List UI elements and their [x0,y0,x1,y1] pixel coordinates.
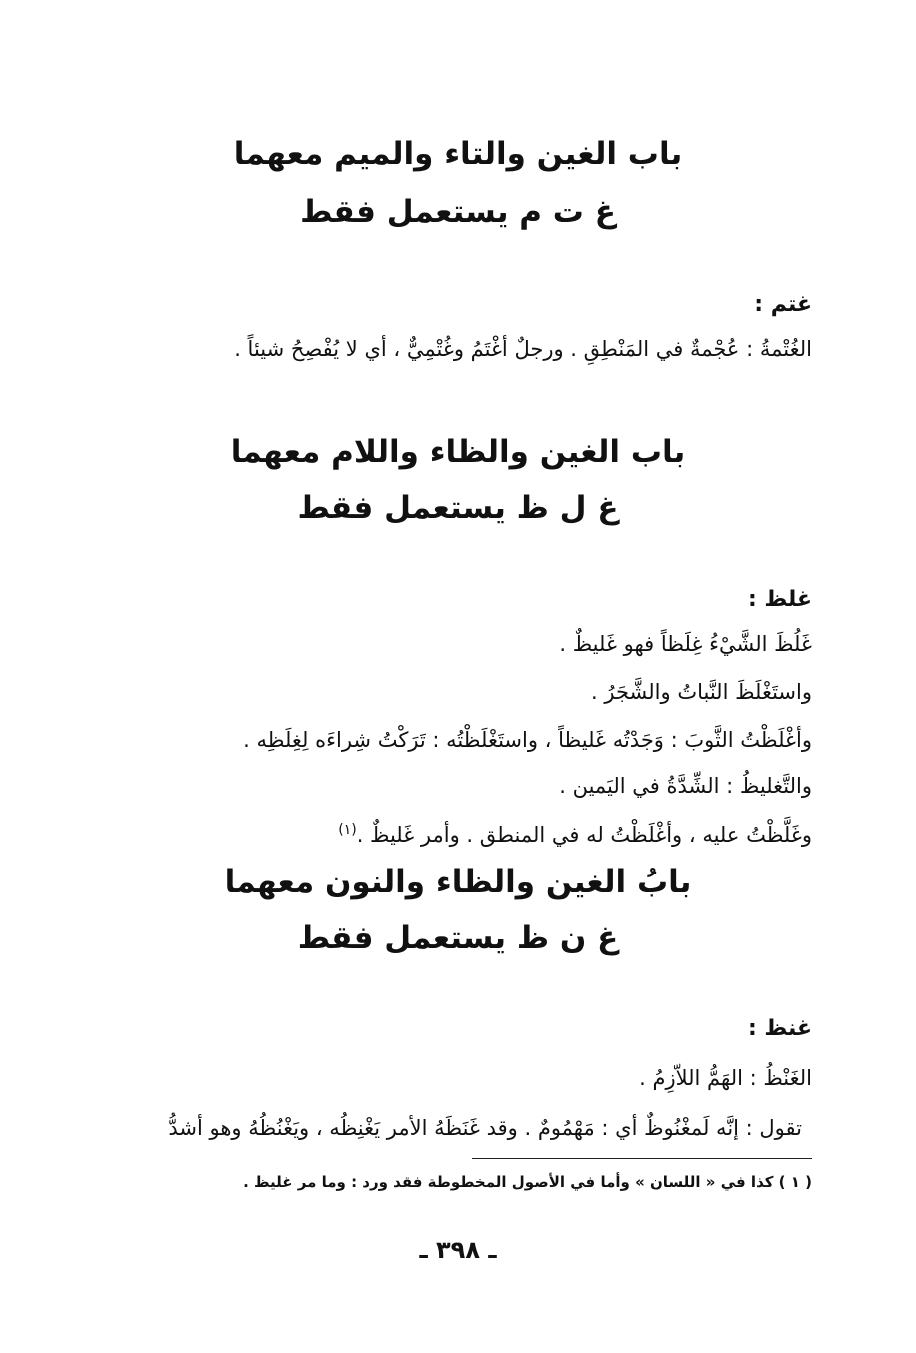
footnote-reference: (١) [338,822,357,838]
entry-line: الغَنْظُ : الهَمُّ اللاّزِمُ . [639,1066,812,1090]
entry-line: غَلُظَ الشَّيْءُ غِلَظاً فهو غَليظٌ . [559,632,812,656]
footnote-divider [472,1158,812,1159]
page-number: ـ ٣٩٨ ـ [419,1236,497,1264]
chapter-subheading: غ ل ظ يستعمل فقط [297,490,619,526]
entry-line: والتَّغليظُ : الشِّدَّةُ في اليَمين . [559,774,812,798]
chapter-heading: باب الغين والظاء واللام معهما [230,434,686,470]
chapter-heading: بابُ الغين والظاء والنون معهما [224,864,692,900]
root-entry-label: غلظ : [747,587,812,612]
entry-line: وأغْلَظْتُ الثَّوبَ : وَجَدْتُه غَليظاً ، واستَغْلَظْتُه : تَرَكْتُ شِراءَه لِغِلَظِه . [243,728,812,752]
chapter-subheading: غ ن ظ يستعمل فقط [297,920,619,956]
entry-line: واستَغْلَظَ النَّباتُ والشَّجَرُ . [591,680,812,704]
entry-text: وغَلَّظْتُ عليه ، وأغْلَظْتُ له في المنطق . وأمر غَليظٌ . [356,823,812,847]
chapter-heading: باب الغين والتاء والميم معهما [233,136,683,172]
entry-line: الغُتْمةُ : عُجْمةٌ في المَنْطِقِ . ورجلٌ أغْتَمُ وغُتْمِيٌّ ، أي لا يُفْصِحُ شيئاً . [234,337,812,361]
root-entry-label: غنظ : [747,1016,812,1041]
root-entry-label: غتم : [754,292,812,317]
entry-line: تقول : إنَّه لَمغْنُوظٌ أي : مَهْمُومٌ . وقد غَنَظَهُ الأمر يَغْنِظُه ، ويَغْنُظُهُ وهو أشدُّ [168,1116,802,1140]
footnote: ( ١ ) كذا في « اللسان » وأما في الأصول المخطوطة فقد ورد : وما مر غليظ . [243,1173,812,1191]
chapter-subheading: غ ت م يستعمل فقط [300,194,616,230]
entry-line-with-footnote [338,814,812,851]
